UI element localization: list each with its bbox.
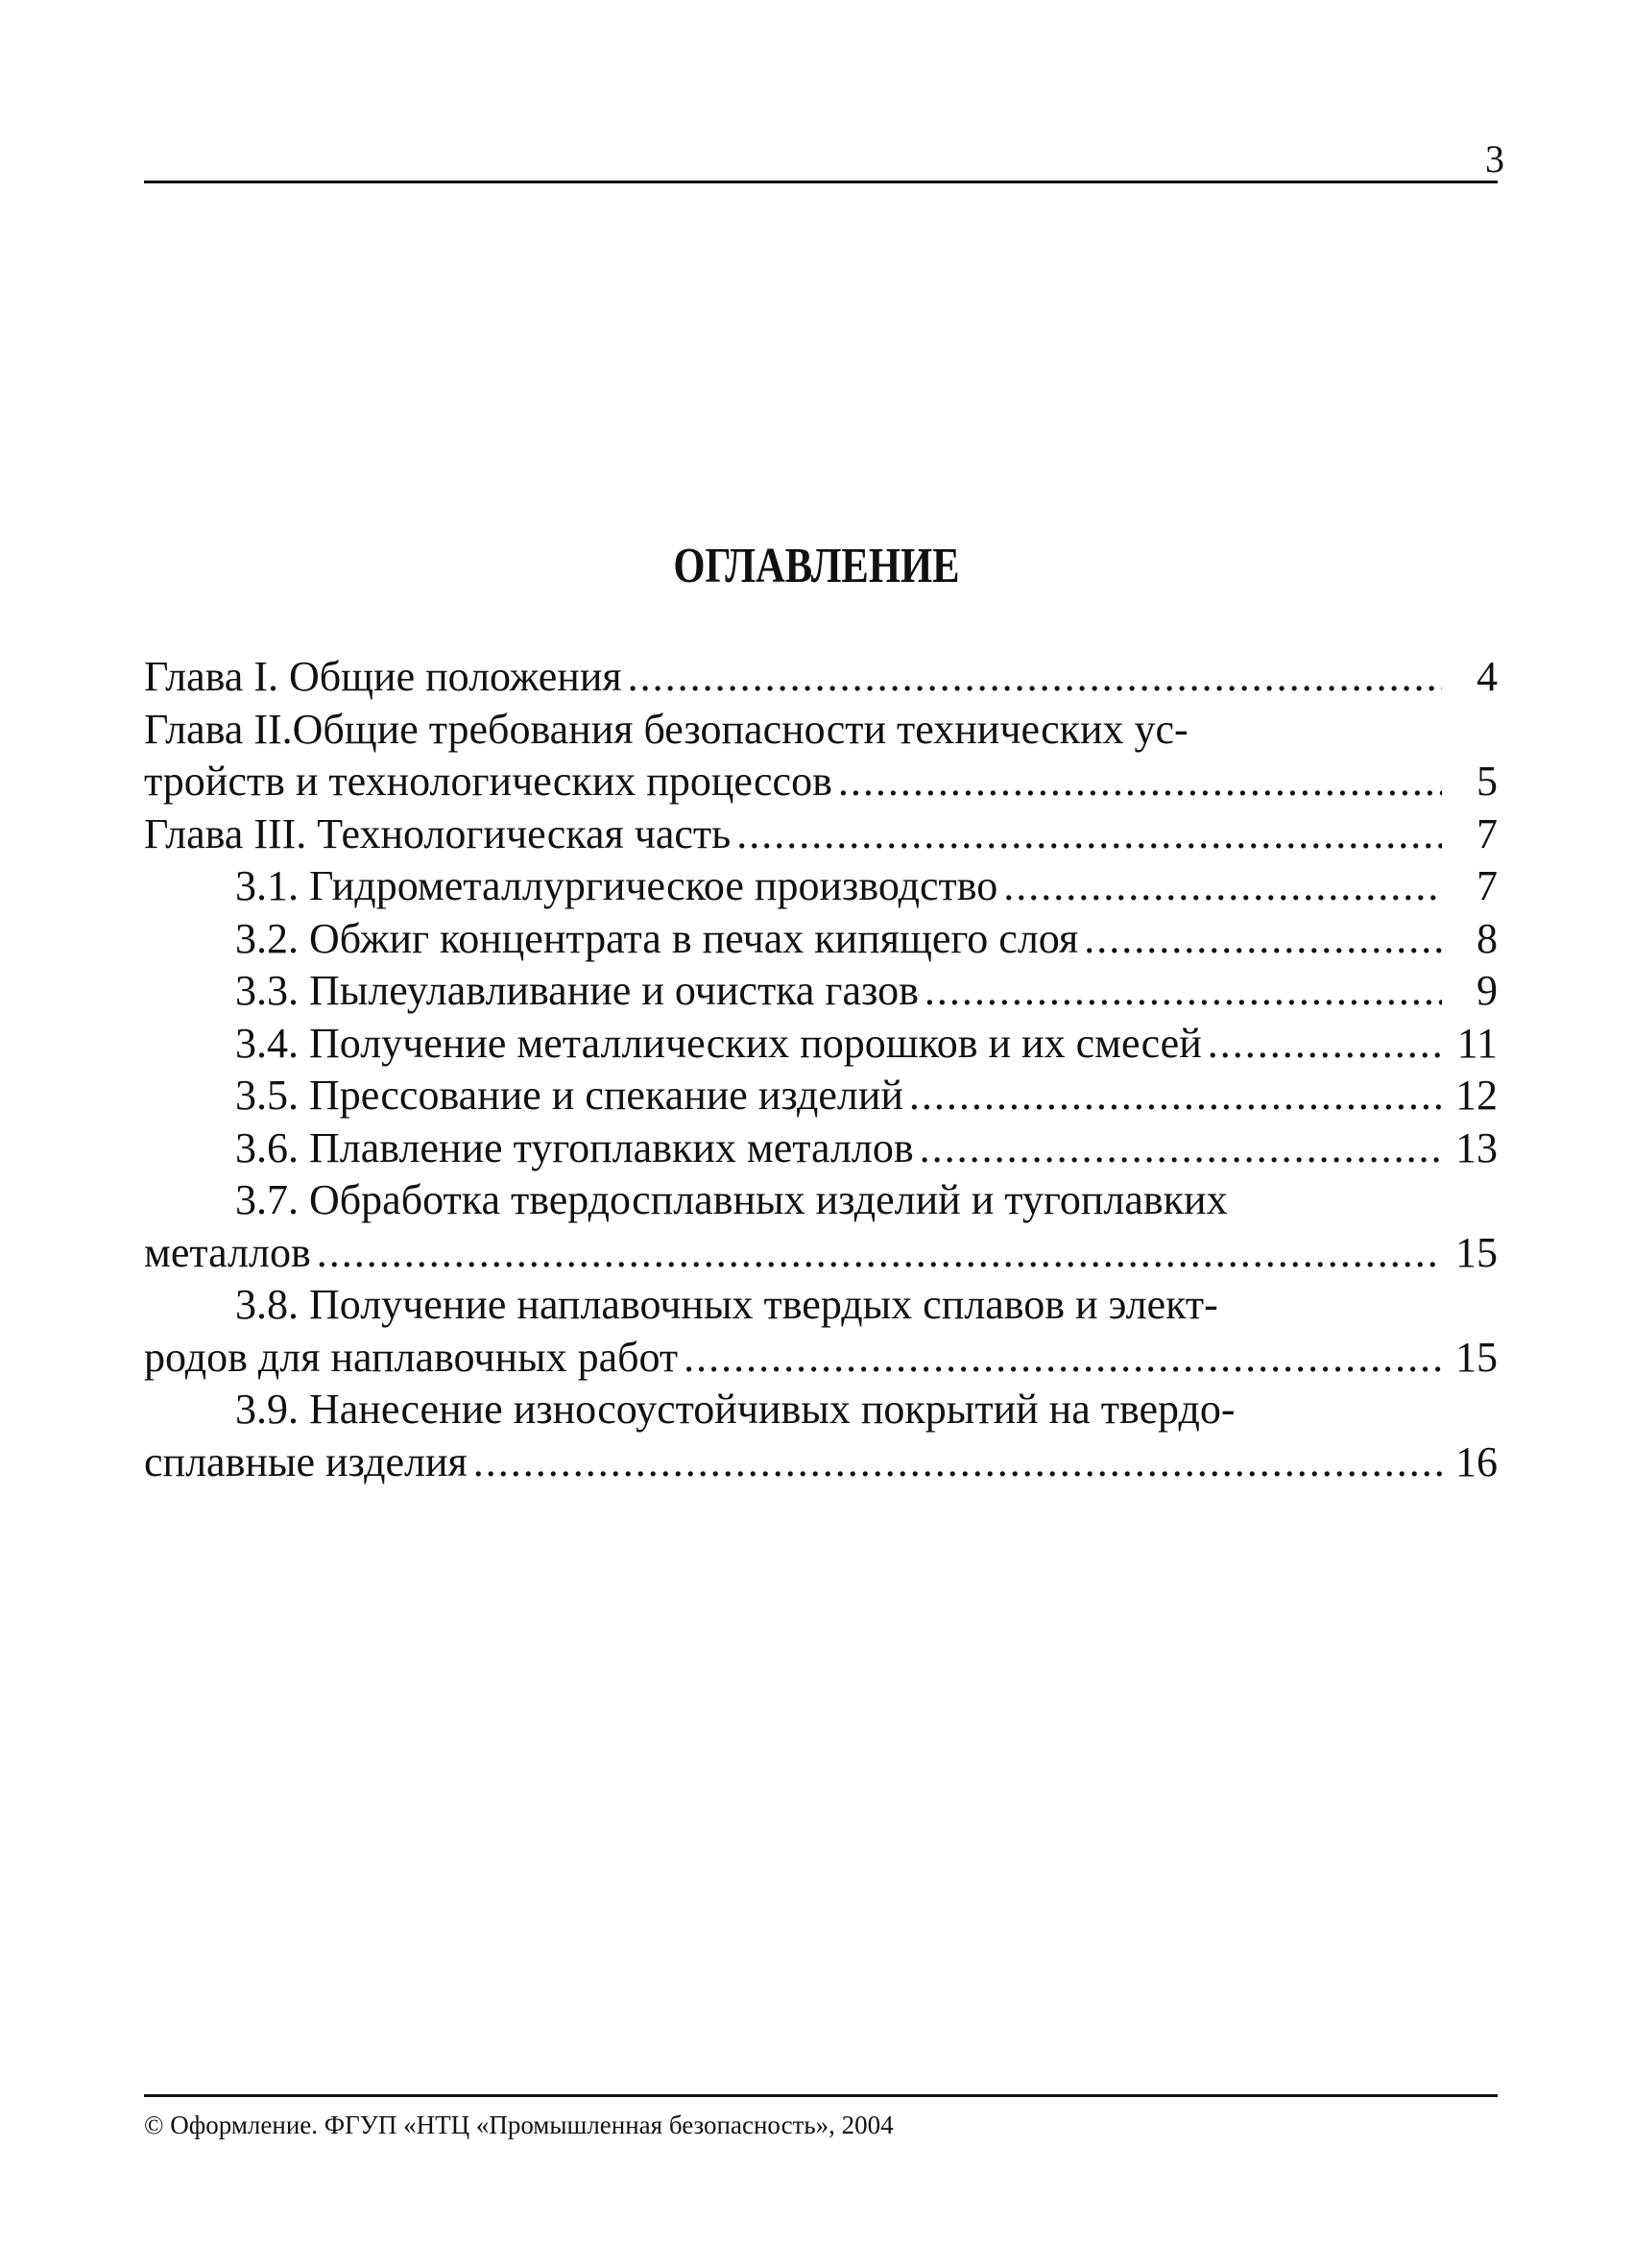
dot-leader	[925, 965, 1442, 1018]
toc-entry-page: 11	[1456, 1019, 1498, 1067]
toc-entry-page: 7	[1477, 809, 1498, 857]
toc-entry-label-line1: 3.8. Получение наплавочных твердых сплавов и элект-	[235, 1281, 1218, 1328]
toc-entry-section-3-9[interactable]	[144, 1384, 1498, 1488]
toc-entry-chapter-3[interactable]	[144, 808, 1498, 861]
dot-leader	[684, 1332, 1442, 1385]
toc-entry-page: 4	[1477, 653, 1498, 700]
toc-entry-section-3-5[interactable]	[144, 1070, 1498, 1122]
dot-leader	[317, 1227, 1442, 1280]
dot-leader	[736, 808, 1442, 861]
toc-entry-page: 16	[1455, 1437, 1498, 1485]
toc-entry-section-3-6[interactable]	[144, 1122, 1498, 1175]
toc-entry-label-line1: Глава II.Общие требования безопасности технических ус-	[144, 705, 1189, 753]
header-rule	[144, 181, 1498, 183]
dot-leader	[838, 756, 1442, 808]
toc-entry-label: 3.6. Плавление тугоплавких металлов	[235, 1123, 914, 1171]
footer-copyright: © Оформление. ФГУП «НТЦ «Промышленная безопасность», 2004	[144, 2111, 894, 2139]
dot-leader	[909, 1070, 1442, 1122]
toc-entry-page: 8	[1477, 914, 1498, 962]
toc-entry-page: 7	[1477, 862, 1498, 909]
toc-entry-section-3-1[interactable]	[144, 860, 1498, 913]
toc-entry-label: родов для наплавочных работ	[144, 1333, 679, 1381]
dot-leader	[1084, 913, 1442, 966]
toc-entry-section-3-4[interactable]	[144, 1018, 1498, 1071]
dot-leader	[1003, 860, 1442, 913]
toc-entry-chapter-1[interactable]	[144, 651, 1498, 704]
toc-entry-label: 3.2. Обжиг концентрата в печах кипящего слоя	[235, 914, 1079, 962]
dot-leader	[920, 1122, 1442, 1175]
toc-entry-page: 12	[1455, 1072, 1498, 1119]
toc-entry-label-line1: 3.9. Нанесение износоустойчивых покрытий на твердо-	[235, 1386, 1236, 1433]
toc-entry-label: 3.5. Прессование и спекание изделий	[235, 1072, 903, 1119]
toc-entry-label: Глава III. Технологическая часть	[144, 809, 732, 857]
toc-entry-page: 9	[1477, 967, 1498, 1014]
toc-entry-label: Глава I. Общие положения	[144, 653, 622, 700]
toc-entry-section-3-3[interactable]	[144, 965, 1498, 1018]
page-title: ОГЛАВЛЕНИЕ	[673, 539, 960, 593]
footer-rule	[144, 2094, 1498, 2097]
toc-entry-page: 15	[1455, 1228, 1498, 1276]
toc-entry-label: 3.1. Гидрометаллургическое производство	[235, 862, 998, 909]
toc-entry-chapter-2[interactable]	[144, 704, 1498, 808]
toc-entry-label-line1: 3.7. Обработка твердосплавных изделий и тугоплавких	[235, 1176, 1228, 1223]
toc-entry-label: 3.4. Получение металлических порошков и их смесей	[235, 1019, 1202, 1067]
toc-entry-section-3-2[interactable]	[144, 913, 1498, 966]
dot-leader	[473, 1436, 1442, 1489]
toc-entry-label: металлов	[144, 1228, 311, 1276]
dot-leader	[1208, 1018, 1442, 1071]
dot-leader	[628, 651, 1442, 704]
table-of-contents	[144, 651, 1498, 1488]
toc-entry-section-3-8[interactable]	[144, 1279, 1498, 1384]
toc-entry-section-3-7[interactable]	[144, 1174, 1498, 1279]
toc-entry-label: сплавные изделия	[144, 1437, 468, 1485]
toc-entry-page: 5	[1477, 758, 1498, 805]
page-number: 3	[1485, 137, 1504, 181]
toc-entry-label: тройств и технологических процессов	[144, 758, 832, 805]
toc-entry-page: 13	[1455, 1123, 1498, 1171]
toc-entry-page: 15	[1455, 1333, 1498, 1381]
toc-entry-label: 3.3. Пылеулавливание и очистка газов	[235, 967, 919, 1014]
